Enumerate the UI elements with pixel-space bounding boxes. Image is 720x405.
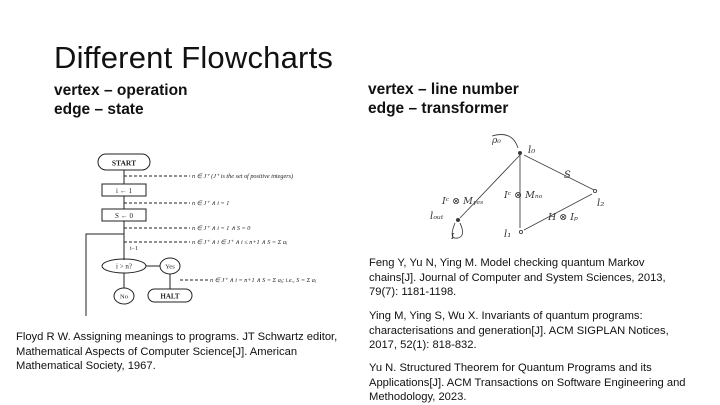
right-subheading-line-2: edge – transformer xyxy=(368,100,509,117)
condition-4: n ∈ J⁺ ∧ i ∈ J⁺ ∧ i ≤ n+1 ∧ S = Σ aⱼ xyxy=(192,239,288,246)
yes-label: Yes xyxy=(165,263,175,271)
ying-reference xyxy=(369,309,669,353)
reference-line: Mathematical Society, 1967. xyxy=(16,360,156,373)
box2-label: S ← 0 xyxy=(115,212,133,220)
l2-node xyxy=(593,189,596,192)
reference-line: 2017, 52(1): 818-832. xyxy=(369,339,477,352)
reference-line: Methodology, 2023. xyxy=(369,391,467,404)
l1-node xyxy=(519,230,522,233)
reference-line: Ying M, Ying S, Wu X. Invariants of quantum programs: xyxy=(369,310,643,322)
l2-label: l₂ xyxy=(597,198,605,209)
i-loop-label: I xyxy=(451,232,455,241)
quantum-program-diagram xyxy=(420,128,620,246)
l0-node xyxy=(518,151,521,154)
decision-label: i > n? xyxy=(116,262,132,271)
halt-label: HALT xyxy=(160,292,180,301)
s-label: S xyxy=(564,170,571,181)
floyd-flowchart-figure xyxy=(78,146,360,316)
quantum-diagram-svg xyxy=(420,128,620,246)
condition-2: n ∈ J⁺ ∧ i = 1 xyxy=(192,200,230,207)
reference-line: Mathematical Aspects of Computer Science[J]. American xyxy=(16,345,298,358)
loop-back-edge xyxy=(86,234,124,316)
reference-line: Feng Y, Yu N, Ying M. Model checking quantum Markov xyxy=(369,257,645,269)
l0-label: l₀ xyxy=(528,145,536,156)
floyd-reference xyxy=(16,330,337,374)
l1-label: l₁ xyxy=(504,229,512,240)
reference-line: Floyd R W. Assigning meanings to programs. JT Schwartz editor, xyxy=(16,331,338,343)
yu-reference xyxy=(369,361,686,405)
start-label: START xyxy=(111,158,137,168)
reference-line: chains[J]. Journal of Computer and System Sciences, 2013, xyxy=(369,271,666,284)
right-subheading xyxy=(368,80,519,118)
lout-node xyxy=(456,218,459,221)
h-ip-label: H ⊗ Iₚ xyxy=(548,212,578,223)
left-subheading-line-1: vertex – operation xyxy=(54,82,188,99)
edge-l2-l0 xyxy=(524,155,594,190)
condition-1: n ∈ J⁺ (J⁺ is the set of positive integers) xyxy=(192,173,294,180)
loop-note: i−1 xyxy=(130,246,139,252)
reference-line: 79(7): 1181-1198. xyxy=(369,286,457,299)
feng-reference xyxy=(369,256,666,300)
reference-line: Yu N. Structured Theorem for Quantum Programs and its xyxy=(369,362,652,374)
ic-mno-label: Iᶜ ⊗ Mₙₒ xyxy=(504,190,543,201)
left-subheading-line-2: edge – state xyxy=(54,101,144,118)
rho-label: ρ₀ xyxy=(492,136,501,146)
box1-label: i ← 1 xyxy=(116,187,132,195)
ic-myes-label: Iᶜ ⊗ Mᵧₑₛ xyxy=(442,196,484,207)
edge-l0-lout xyxy=(460,155,520,218)
left-subheading xyxy=(54,81,188,119)
slide-title: Different Flowcharts xyxy=(54,40,334,75)
condition-5: n ∈ J⁺ ∧ i = n+1 ∧ S = Σ aⱼ; i.e., S = Σ aⱼ xyxy=(210,277,316,284)
reference-line: Applications[J]. ACM Transactions on Software Engineering and xyxy=(369,376,686,389)
right-subheading-line-1: vertex – line number xyxy=(368,81,519,98)
lout-label: lₒᵤₜ xyxy=(430,211,444,222)
floyd-flowchart-svg xyxy=(78,146,360,316)
reference-line: characterisations and generation[J]. ACM SIGPLAN Notices, xyxy=(369,324,669,337)
condition-3: n ∈ J⁺ ∧ i = 1 ∧ S = 0 xyxy=(192,225,251,232)
no-label: No xyxy=(120,293,128,301)
